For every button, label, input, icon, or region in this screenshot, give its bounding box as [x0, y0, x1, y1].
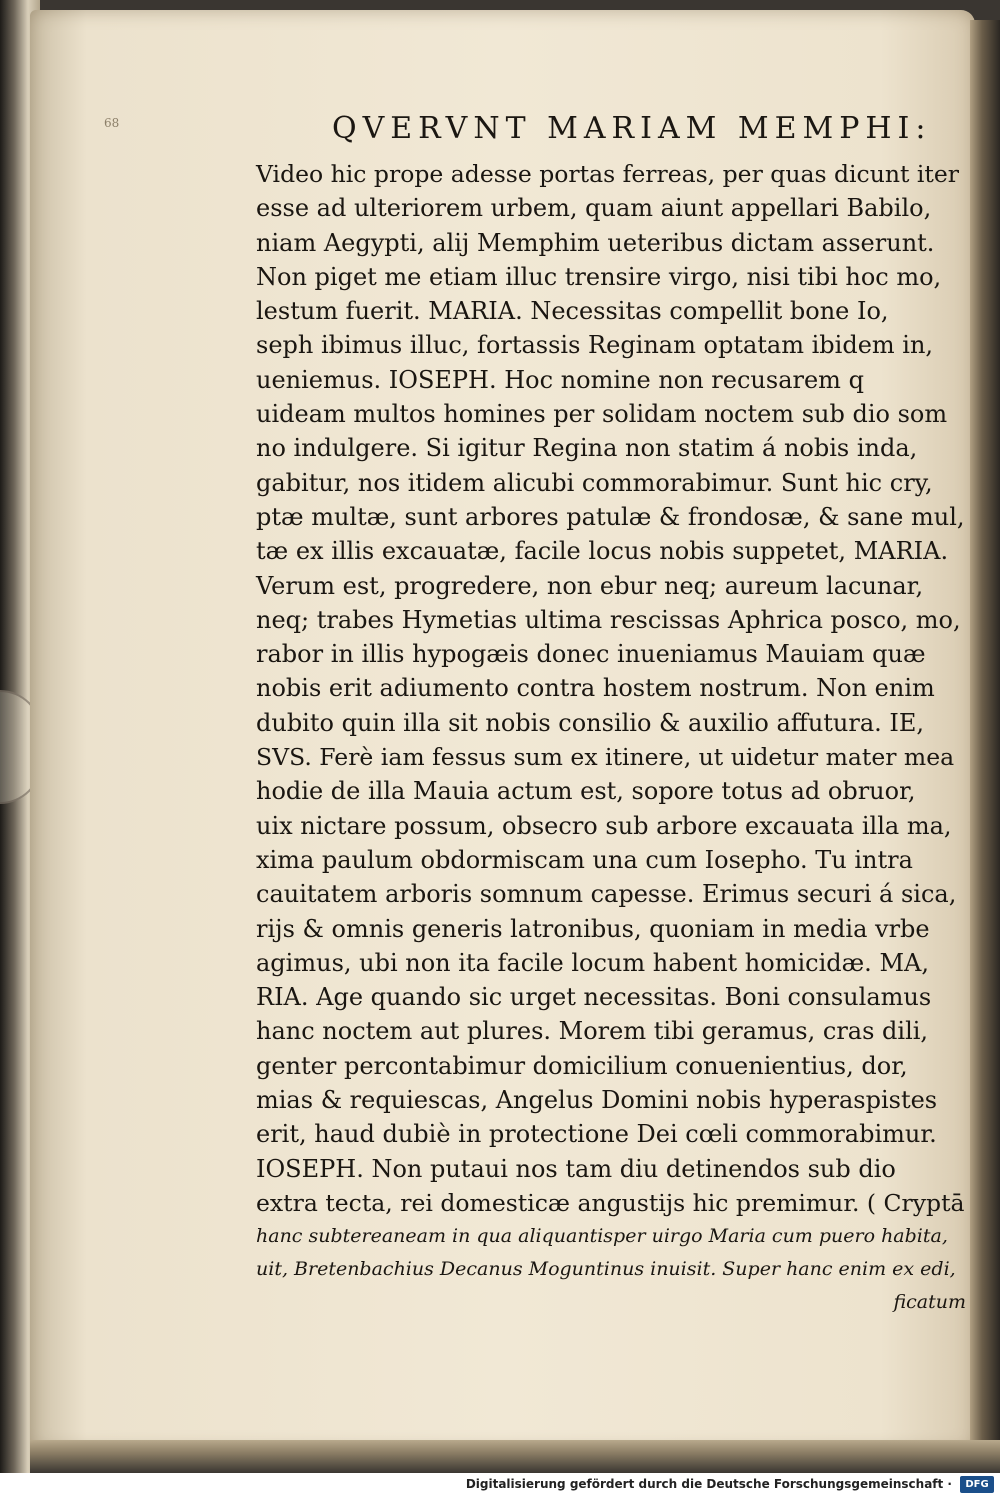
- text-line: cauitatem arboris somnum capesse. Erimus securi á sica,: [256, 880, 957, 909]
- page-bottom-edge: [30, 1440, 1000, 1473]
- text-line: tæ ex illis excauatæ, facile locus nobis suppetet, MARIA.: [256, 537, 949, 566]
- body-text: [256, 157, 968, 1319]
- text-line: mias & requiescas, Angelus Domini nobis hyperaspistes: [256, 1086, 938, 1115]
- note-line: hanc subtereaneam in qua aliquantisper uirgo Maria cum puero habita,: [256, 1225, 948, 1248]
- note-line: uit, Bretenbachius Decanus Moguntinus inuisit. Super hanc enim ex edi,: [256, 1258, 956, 1281]
- text-line: esse ad ulteriorem urbem, quam aiunt appellari Babilo,: [256, 194, 932, 223]
- text-line: ptæ multæ, sunt arbores patulæ & frondosæ, & sane mul,: [256, 502, 965, 531]
- text-line: rabor in illis hypogæis donec inueniamus Mauiam quæ: [256, 640, 926, 669]
- text-line: genter percontabimur domicilium conuenientius, dor,: [256, 1051, 908, 1080]
- text-line: nobis erit adiumento contra hostem nostrum. Non enim: [256, 674, 935, 703]
- page-fore-edge: [970, 20, 1000, 1450]
- folio-number: 68: [104, 116, 120, 130]
- text-line: SVS. Ferè iam fessus sum ex itinere, ut uidetur mater mea: [256, 743, 955, 772]
- text-line: gabitur, nos itidem alicubi commorabimur. Sunt hic cry,: [256, 468, 933, 497]
- catchword: ficatum: [893, 1291, 966, 1314]
- text-line: hanc noctem aut plures. Morem tibi geramus, cras dili,: [256, 1017, 929, 1046]
- text-line: Verum est, progredere, non ebur neq; aureum lacunar,: [256, 571, 924, 600]
- text-line: dubito quin illa sit nobis consilio & auxilio affutura. IE,: [256, 708, 925, 737]
- text-line: niam Aegypti, alij Memphim ueteribus dictam asserunt.: [256, 228, 935, 257]
- text-line: agimus, ubi non ita facile locum habent homicidæ. MA,: [256, 948, 929, 977]
- text-line: uideam multos homines per solidam noctem sub dio som: [256, 400, 948, 429]
- text-line: rijs & omnis generis latronibus, quoniam in media vrbe: [256, 914, 930, 943]
- text-line: erit, haud dubiè in protectione Dei cœli commorabimur.: [256, 1120, 937, 1149]
- footer-bar: [0, 1473, 1000, 1497]
- text-line: Video hic prope adesse portas ferreas, per quas dicunt iter: [256, 160, 960, 188]
- text-line: uix nictare possum, obsecro sub arbore excauata illa ma,: [256, 811, 952, 840]
- footer-credit: Digitalisierung gefördert durch die Deutsche Forschungsgemeinschaft ·: [465, 1477, 952, 1491]
- running-head: QVERVNT MARIAM MEMPHI:: [332, 111, 932, 146]
- text-line: xima paulum obdormiscam una cum Iosepho. Tu intra: [256, 845, 913, 874]
- text-line: RIA. Age quando sic urget necessitas. Boni consulamus: [256, 983, 932, 1012]
- text-line: hodie de illa Mauia actum est, sopore totus ad obruor,: [256, 777, 916, 806]
- text-line: no indulgere. Si igitur Regina non statim á nobis inda,: [256, 434, 918, 463]
- text-line: Non piget me etiam illuc trensire virgo, nisi tibi hoc mo,: [256, 262, 942, 291]
- dfg-logo: DFG: [960, 1476, 994, 1493]
- text-line: neq; trabes Hymetias ultima rescissas Aphrica posco, mo,: [256, 605, 961, 634]
- text-line: IOSEPH. Non putaui nos tam diu detinendos sub dio: [256, 1154, 896, 1183]
- text-line: lestum fuerit. MARIA. Necessitas compellit bone Io,: [256, 297, 889, 326]
- text-line: extra tecta, rei domesticæ angustijs hic premimur. ( Cryptā: [256, 1188, 965, 1217]
- text-line: ueniemus. IOSEPH. Hoc nomine non recusarem q: [256, 365, 864, 394]
- text-line: seph ibimus illuc, fortassis Reginam optatam ibidem in,: [256, 331, 934, 360]
